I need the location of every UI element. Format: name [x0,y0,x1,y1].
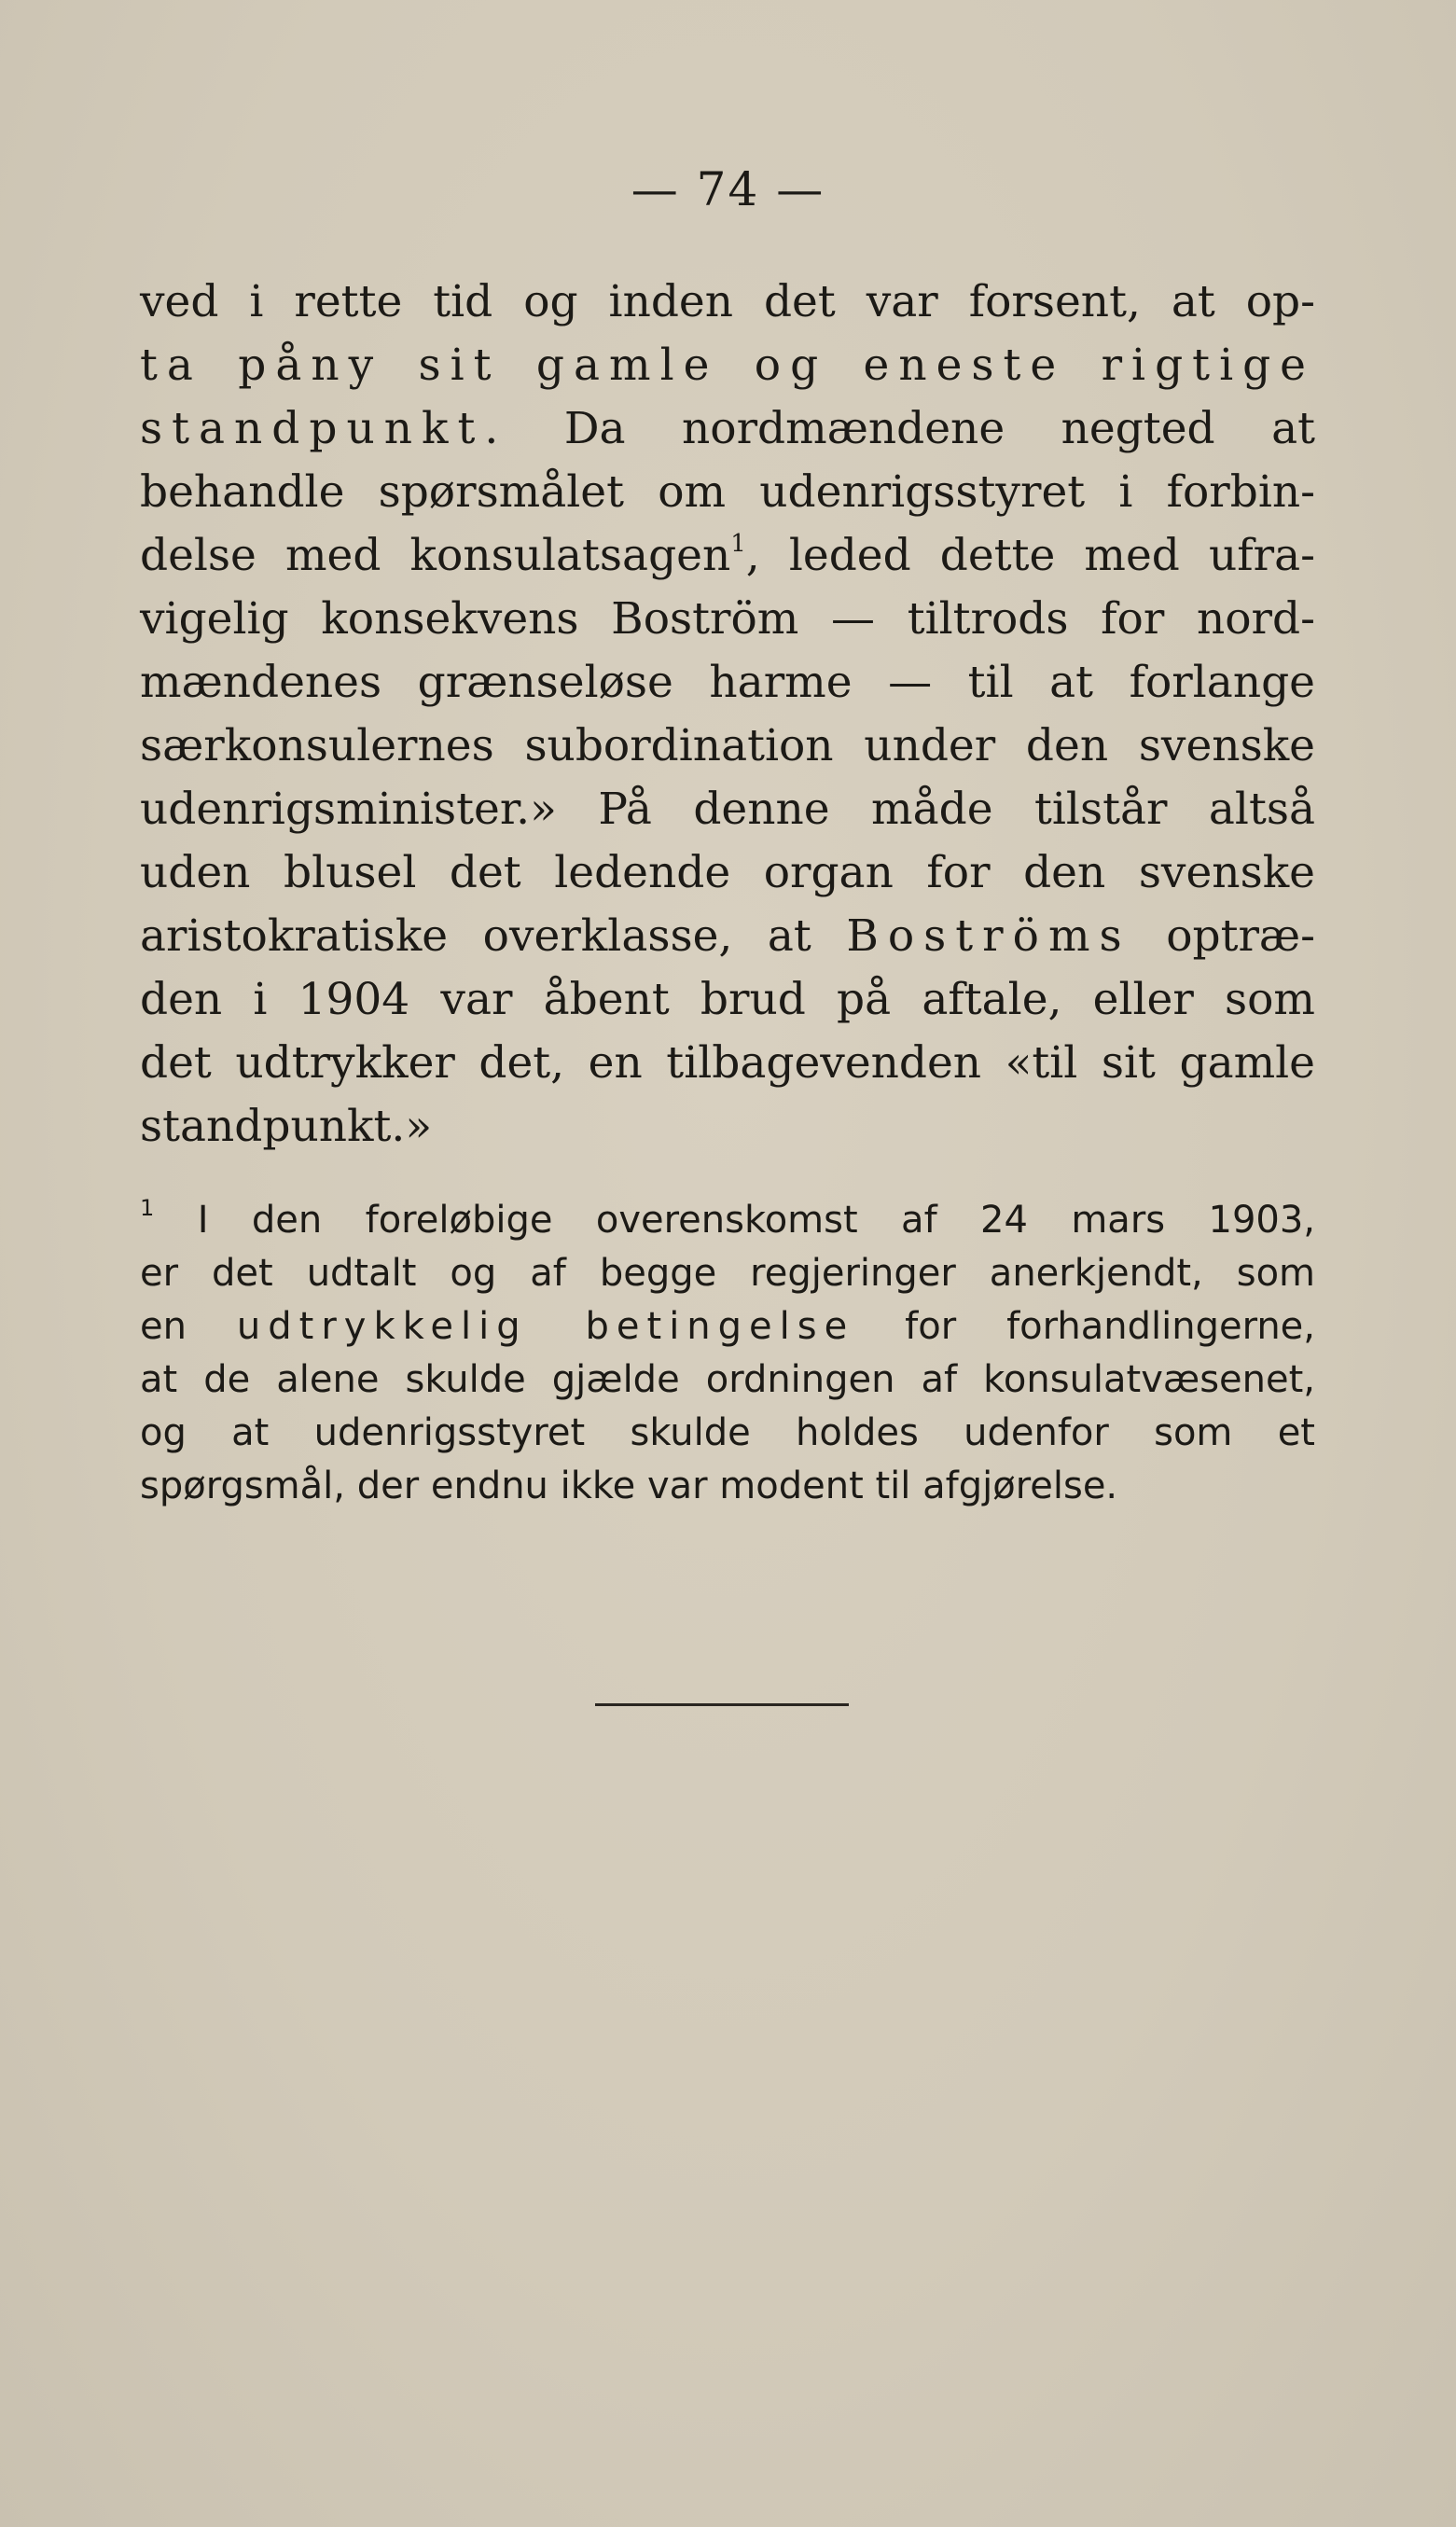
text-span: , leded dette med ufra- [745,530,1315,581]
text-span: I den foreløbige overenskomst af 24 mars 1903, [197,1199,1316,1242]
end-rule [595,1703,849,1706]
text-span: for forhandlingerne, [854,1305,1315,1348]
text-line: standpunkt.» [140,1101,433,1152]
footnote-line: og at udenrigsstyret skulde holdes udenfor som et [140,1411,1315,1454]
footnote-line: er det udtalt og af begge regjeringer anerkjendt, som [140,1252,1315,1295]
text-line: ved i rette tid og inden det var forsent, at op- [140,276,1315,327]
text-span: optræ- [1130,910,1315,962]
text-line: den i 1904 var åbent brud på aftale, eller som [140,974,1315,1025]
text-line: mændenes grænseløse harme — til at forlange [140,657,1315,708]
text-line [140,905,1315,968]
text-span: Da nordmændene negted at [507,403,1315,454]
emphasized-word: Boströms [846,910,1131,962]
text-line: uden blusel det ledende organ for den svenske [140,847,1315,898]
text-line: behandle spørsmålet om udenrigsstyret i forbin- [140,466,1315,518]
main-text [140,271,1315,1159]
emphasized-word: standpunkt. [140,403,508,454]
text-span: delse med konsulatsagen [140,530,731,581]
text-line: udenrigsminister.» På denne måde tilstår altså [140,784,1315,835]
text-line: vigelig konsekvens Boström — tiltrods for nord- [140,593,1315,645]
text-span: en [140,1305,237,1348]
page-number: — 74 — [631,162,825,216]
footnote-line [140,1300,1315,1354]
emphasized-phrase: udtrykkelig betingelse [236,1305,855,1348]
text-line: særkonsulernes subordination under den svenske [140,720,1315,771]
footnote-marker: 1 [140,1195,155,1221]
footnote-line: at de alene skulde gjælde ordningen af konsulatvæsenet, [140,1358,1315,1401]
footnote-reference: 1 [730,530,746,558]
footnote-line [140,1194,1315,1247]
text-span: aristokratiske overklasse, at [140,910,847,962]
text-line [140,524,1315,588]
text-line: ta påny sit gamle og eneste rigtige [140,340,1315,391]
text-line [140,397,1315,461]
footnote-line: spørgsmål, der endnu ikke var modent til afgjørelse. [140,1465,1118,1507]
footnote [140,1194,1315,1513]
text-line: det udtrykker det, en tilbagevenden «til sit gamle [140,1037,1315,1089]
